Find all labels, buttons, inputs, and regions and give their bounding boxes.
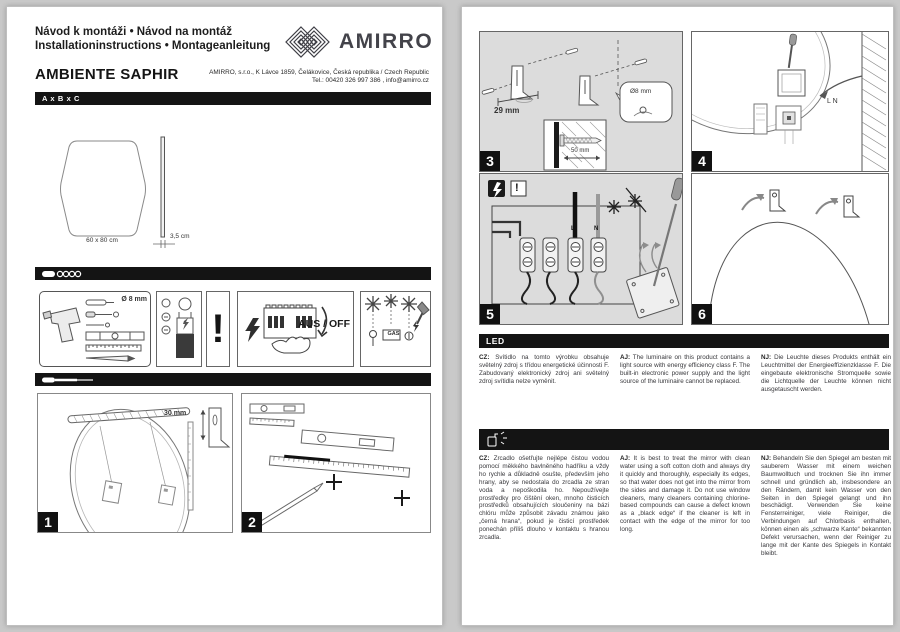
hidden-utilities-panel	[360, 291, 431, 367]
mirror-size-label: 60 x 80 cm	[86, 237, 118, 244]
care-en-label: AJ:	[620, 455, 631, 462]
marking-bar	[35, 373, 431, 386]
title-line-de: Installationinstructions • Montageanleitung	[35, 40, 271, 52]
care-en-body: It is best to treat the mirror with clean water using a soft cotton cloth and always dry it quickly and thoroughly, especially its edges, so that water does not get into the mirror from the sides and damage it. Do not use window cleaners, many cleaners containing chlorine-based compounds can cause a defect known as a „black edge“ if the cleaner is left in contact with the edge of the mirror for too long.	[620, 455, 750, 534]
care-cz-label: CZ:	[479, 455, 490, 462]
step-5-warning: !	[515, 182, 519, 194]
mirror-thickness-label: 3,5 cm	[170, 233, 190, 240]
wall-marking-diagram	[242, 394, 430, 532]
neutral-wire-label: N	[594, 226, 599, 232]
led-de-body: Die Leuchte dieses Produkts enthält ein Leuchtmittel der Energieeffizienzklasse F. Die eingebaute elektronische Stromquelle sowie die Lichtquelle der Leuchte können nicht ausgetauscht werden.	[761, 354, 891, 393]
required-tools-panel	[39, 291, 151, 367]
dimensions-bar-label: A x B x C	[42, 94, 81, 103]
anchor-spacing-label: 29 mm	[494, 106, 520, 115]
step-4-number: 4	[692, 151, 712, 171]
led-bar-label: LED	[486, 336, 505, 346]
bracket-offset-label: 30 mm	[164, 410, 187, 417]
drill-diameter-label: Ø 8 mm	[121, 296, 147, 303]
care-bar	[479, 429, 889, 450]
care-text-en	[620, 455, 750, 558]
step-4-panel	[691, 31, 889, 172]
page-1	[6, 6, 443, 626]
screwdriver-icon	[41, 375, 111, 385]
led-de-label: NJ:	[761, 354, 772, 361]
step-2-panel	[241, 393, 431, 533]
care-de-label: NJ:	[761, 455, 772, 462]
wire-ln-label: L N	[827, 98, 838, 105]
electrician-panel	[156, 291, 202, 367]
led-bar	[479, 334, 889, 348]
dowel-icon	[41, 268, 89, 280]
led-cz-body: Svítidlo na tomto výrobku obsahuje světelný zdroj s třídou energetické účinnosti F. Zabudovaný elektronický zdroj ani světelný zdroj svítidla nelze vyměnit.	[479, 354, 609, 385]
care-cz-body: Zrcadlo ošetřujte nejlépe čistou vodou pomocí měkkého bavlněného hadříku a vždy ho rychle a důkladně osušte, především jeho hrany, aby se nedostala do zrcadla ze stran voda a nepoškodila ho. Nepoužívejte prostředky pro čištění oken, mnoho čisticích prostředků obsahujících sloučeniny na bázi chlóru může způsobit závadu známou jako „černá hrana“, pokud je čisticí prostředek ponechán příliš dlouho v kontaktu s hranou zrcadla.	[479, 455, 610, 542]
aus-off-label: AUS / OFF	[298, 318, 350, 330]
step-3-panel	[479, 31, 683, 172]
care-de-body: Behandeln Sie den Spiegel am besten mit sauberem Wasser mit einem weichen Baumwolltuch und trocknen Sie ihn immer schnell und gründlich ab, insbesondere an den Rändern, damit kein Wasser von den Seiten in den Spiegel gelangt und ihn beschädigt. Verwenden Sie keine Fensterreiniger, viele Reiniger, die Verbindungen auf Chlorbasis enthalten, können einen als „schwarze Kante“ bekannten Defekt verursachen, wenn der Reiniger zu lange mit der Kante des Spiegels in Kontakt bleibt.	[761, 455, 891, 557]
step-3-number: 3	[480, 151, 500, 171]
step-5-number: 5	[480, 304, 500, 324]
company-address	[169, 69, 429, 85]
led-en-body: The luminaire on this product contains a light source with energy efficiency class F. The built-in electronic power supply and the light source of the luminaire cannot be replaced.	[620, 354, 751, 385]
step-6-panel	[691, 173, 889, 325]
led-cz-label: CZ:	[479, 354, 490, 361]
gas-label: GAS	[387, 331, 400, 337]
tools-bar	[35, 267, 431, 280]
step-5-panel	[479, 173, 683, 325]
power-off-panel	[237, 291, 354, 367]
terminal-connection-diagram	[480, 174, 682, 324]
amirro-logo	[285, 23, 433, 61]
manual-title	[35, 25, 270, 53]
electrician-icon	[157, 292, 201, 366]
care-text-section	[479, 455, 891, 558]
wiring-diagram	[692, 32, 888, 171]
step-2-number: 2	[242, 512, 262, 532]
spray-clean-icon	[485, 431, 511, 448]
care-text-de	[761, 455, 891, 558]
attention-panel	[206, 291, 230, 367]
step-6-number: 6	[692, 304, 712, 324]
drill-icon	[40, 292, 150, 366]
dimensions-bar	[35, 92, 431, 105]
hidden-lines-warning-icon	[361, 292, 430, 366]
live-wire-label: L	[571, 226, 575, 232]
drill-hole-label: Ø8 mm	[630, 88, 652, 95]
page-2	[461, 6, 894, 626]
title-line-cz: Návod k montáži • Návod na montáž	[35, 26, 232, 38]
step-1-number: 1	[38, 512, 58, 532]
led-en-label: AJ:	[620, 354, 631, 361]
diamond-logo-icon	[285, 23, 331, 61]
led-text-cz	[479, 354, 609, 394]
step-1-panel	[37, 393, 233, 533]
brand-name: AMIRRO	[339, 30, 434, 53]
exclamation-icon: !	[211, 306, 225, 351]
screw-depth-label: 50 mm	[571, 148, 590, 154]
led-text-section	[479, 354, 891, 394]
led-text-de	[761, 354, 891, 394]
product-name: AMBIENTE SAPHIR	[35, 66, 179, 83]
bracket-lock-diagram	[692, 174, 888, 324]
mirror-back-diagram	[38, 394, 232, 532]
address-line-1: AMIRRO, s.r.o., K Lávce 1859, Čelákovice, Česká republika / Czech Republic	[209, 69, 429, 76]
care-text-cz	[479, 455, 609, 558]
address-line-2: Tel.: 00420 326 997 386 , info@amirro.cz	[312, 77, 429, 84]
led-text-en	[620, 354, 750, 394]
